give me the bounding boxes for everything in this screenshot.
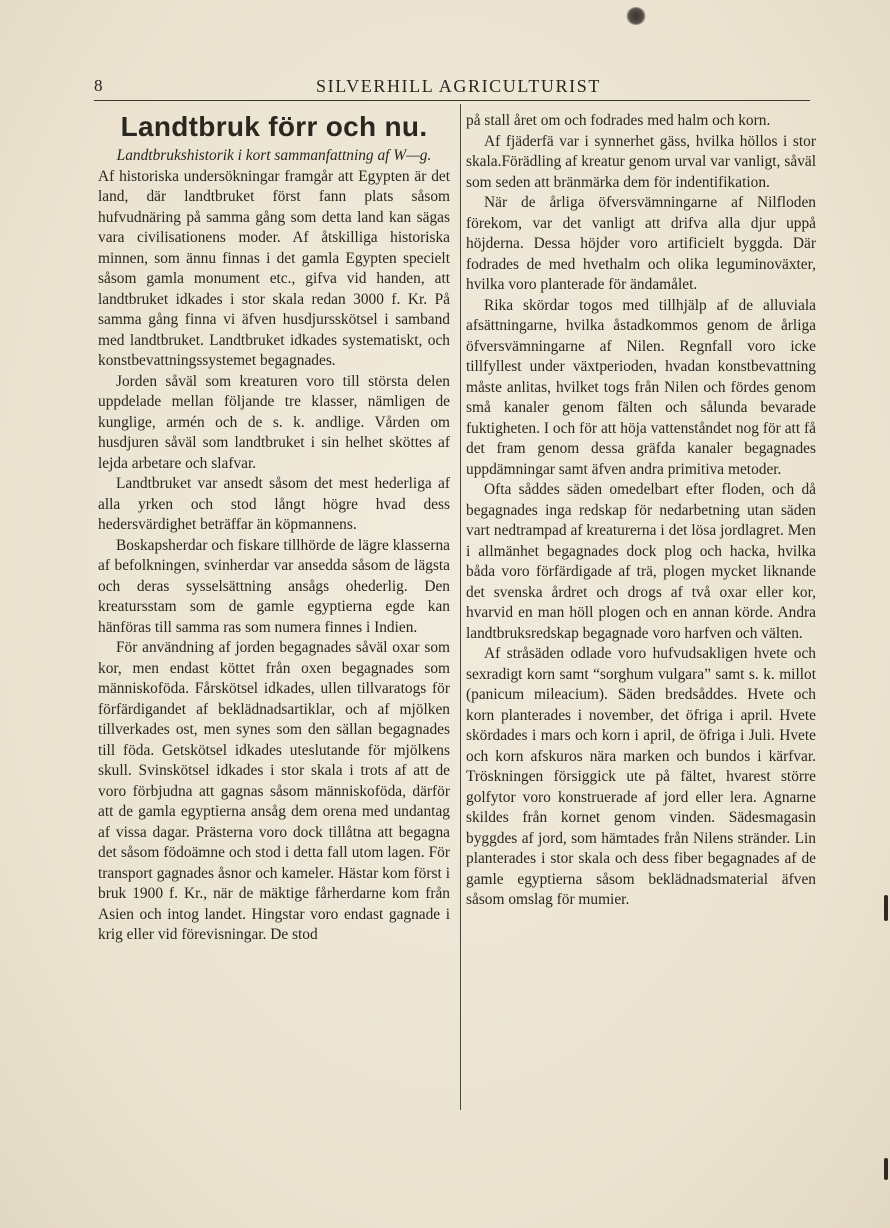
running-head [94,74,810,100]
paragraph: Jorden såväl som kreaturen voro till största delen uppdelade mellan följande tre klasser, nämligen de kunglige, armén och de s. k. andlige. Vården om husdjuren såväl som landtbruket i sin helhet sköttes af lejda arbetare och slafvar. [98,372,450,472]
article-subtitle: Landtbrukshistorik i kort sammanfattning af W—g. [116,147,432,164]
header-rule [94,100,810,101]
paragraph: När de årliga öfversvämningarne af Nilfloden förekom, var det vanligt att drifva alla djur uppå höjderna. Dessa höjder voro artificielt byggda. Där fodrades de med hvethalm och olika leguminoväxter, hvilka voro planterade för ändamålet. [466,194,816,293]
binding-mark [884,895,888,921]
journal-title: SILVERHILL AGRICULTURIST [316,76,601,96]
page-number: 8 [94,76,103,95]
binding-mark [884,1158,888,1180]
paragraph: Af fjäderfä var i synnerhet gäss, hvilka höllos i stor skala.Förädling af kreatur genom urval var vanligt, såväl som seden att bränmärka dem för indentifikation. [466,132,816,191]
paragraph: För användning af jorden begagnades såväl oxar som kor, men endast köttet från oxen begagnades som människoföda. Fårskötsel idkades, ullen tillvaratogs för förfärdigandet af beklädnadsartiklar, och af mjölken tillverkades ost, men synes som den sällan begagnades till föda. Getskötsel idkades uteslutande för mjölkens skull. Svinskötsel idkades i stor skala i trots af att de voro förbjudna att gagnas såsom människoföda, därför att de gamla egyptierna ansåg dem orena med undantag af vissa dagar. Prästerna voro dock tillåtna att begagna det såsom födoämne och stod i detta fall utom lagen. För transport gagnades åsnor och kameler. Hästar kom först i bruk 1900 f. Kr., när de mäktige fårherdarne kom från Asien och intog landet. Hingstar voro endast gagnade i krig eller vid förevisningar. De stod [98,639,450,943]
paragraph: Af stråsäden odlade voro hufvudsakligen hvete och sexradigt korn samt “sorghum vulgara” samt s. k. millot (panicum mileacium). Säden bredsåddes. Hvete och korn planterades i november, det öfriga i april. Hvete skördades i mars och korn i april, de öfriga i Juli. Hvete och korn afskuros nära marken och bundos i kärfvar. Tröskningen försiggick ute på fältet, hvarest större golfytor voro konstruerade af jord eller lera. Agnarne skildes från kornet genom vinden. Sädesmagasin byggdes af jord, som hämtades från Nilens stränder. Lin planterades i stor skala och dess fiber begagnades af de gamle egyptierna såsom beklädnadsmaterial äfven såsom omslag för mumier. [466,645,816,908]
paragraph: Ofta såddes säden omedelbart efter floden, och då begagnades inga redskap för nedarbetning utan säden vart nedtrampad af kreaturerna i det lösa jordlagret. Men i allmänhet begagnades dock plog och hacka, hvilka båda voro förfärdigade af trä, plogen mycket liknande det svenska årdret och drogs af två oxar eller kor, hvarvid en man höll plogen och en annan körde. Andra landtbruksredskap begagnade voro harfven och välten. [466,481,816,642]
ink-spot [626,7,646,25]
column-divider [460,104,461,1110]
paragraph: Af historiska undersökningar framgår att Egypten är det land, där landtbruket först fann plats såsom hufvudnäring på samma gång som detta land kan sägas vara civilisationens moder. Af åtskilliga historiska minnen, som ännu finnas i det gamla Egypten specielt såsom gamla monument etc., gifva vid handen, att landtbruket idkades i stor skala redan 3000 f. Kr. På samma gång finna vi äfven husdjursskötsel i samband med landtbruket. Landtbruket idkades systematiskt, och konstbevattningssystemet begagnades. [98,167,450,369]
paragraph: Rika skördar togos med tillhjälp af de alluviala afsättningarne, hvilka åstadkommos genom de årliga öfversvämningarne af Nilen. Regnfall voro icke tillfyllest under växtperioden, hvadan konstbevattning måste anlitas, hvilket togs från Nilen och fördes genom små kanaler genom fälten och sålunda bevarade fuktigheten. I och för att höja vattenståndet nog för att få det fram genom dessa gräfda kanaler begagnades uppdämningar samt äfven andra primitiva metoder. [466,296,816,478]
article-title: Landtbruk förr och nu. [120,111,428,142]
right-column [466,111,816,911]
left-column [98,108,450,946]
paragraph: Boskapsherdar och fiskare tillhörde de lägre klasserna af befolkningen, svinherdar var ansedda såsom de lägsta och deras sysselsättning ansågs ohederlig. Den kreatursstam som de gamle egyptierna egde kan hänföras till samma ras som numera finnes i Indien. [98,536,450,636]
paragraph: Landtbruket var ansedt såsom det mest hederliga af alla yrken och stod långt högre hvad dess hedersvärdighet beträffar än köpmannens. [98,475,450,533]
paragraph: på stall året om och fodrades med halm och korn. [466,112,771,129]
